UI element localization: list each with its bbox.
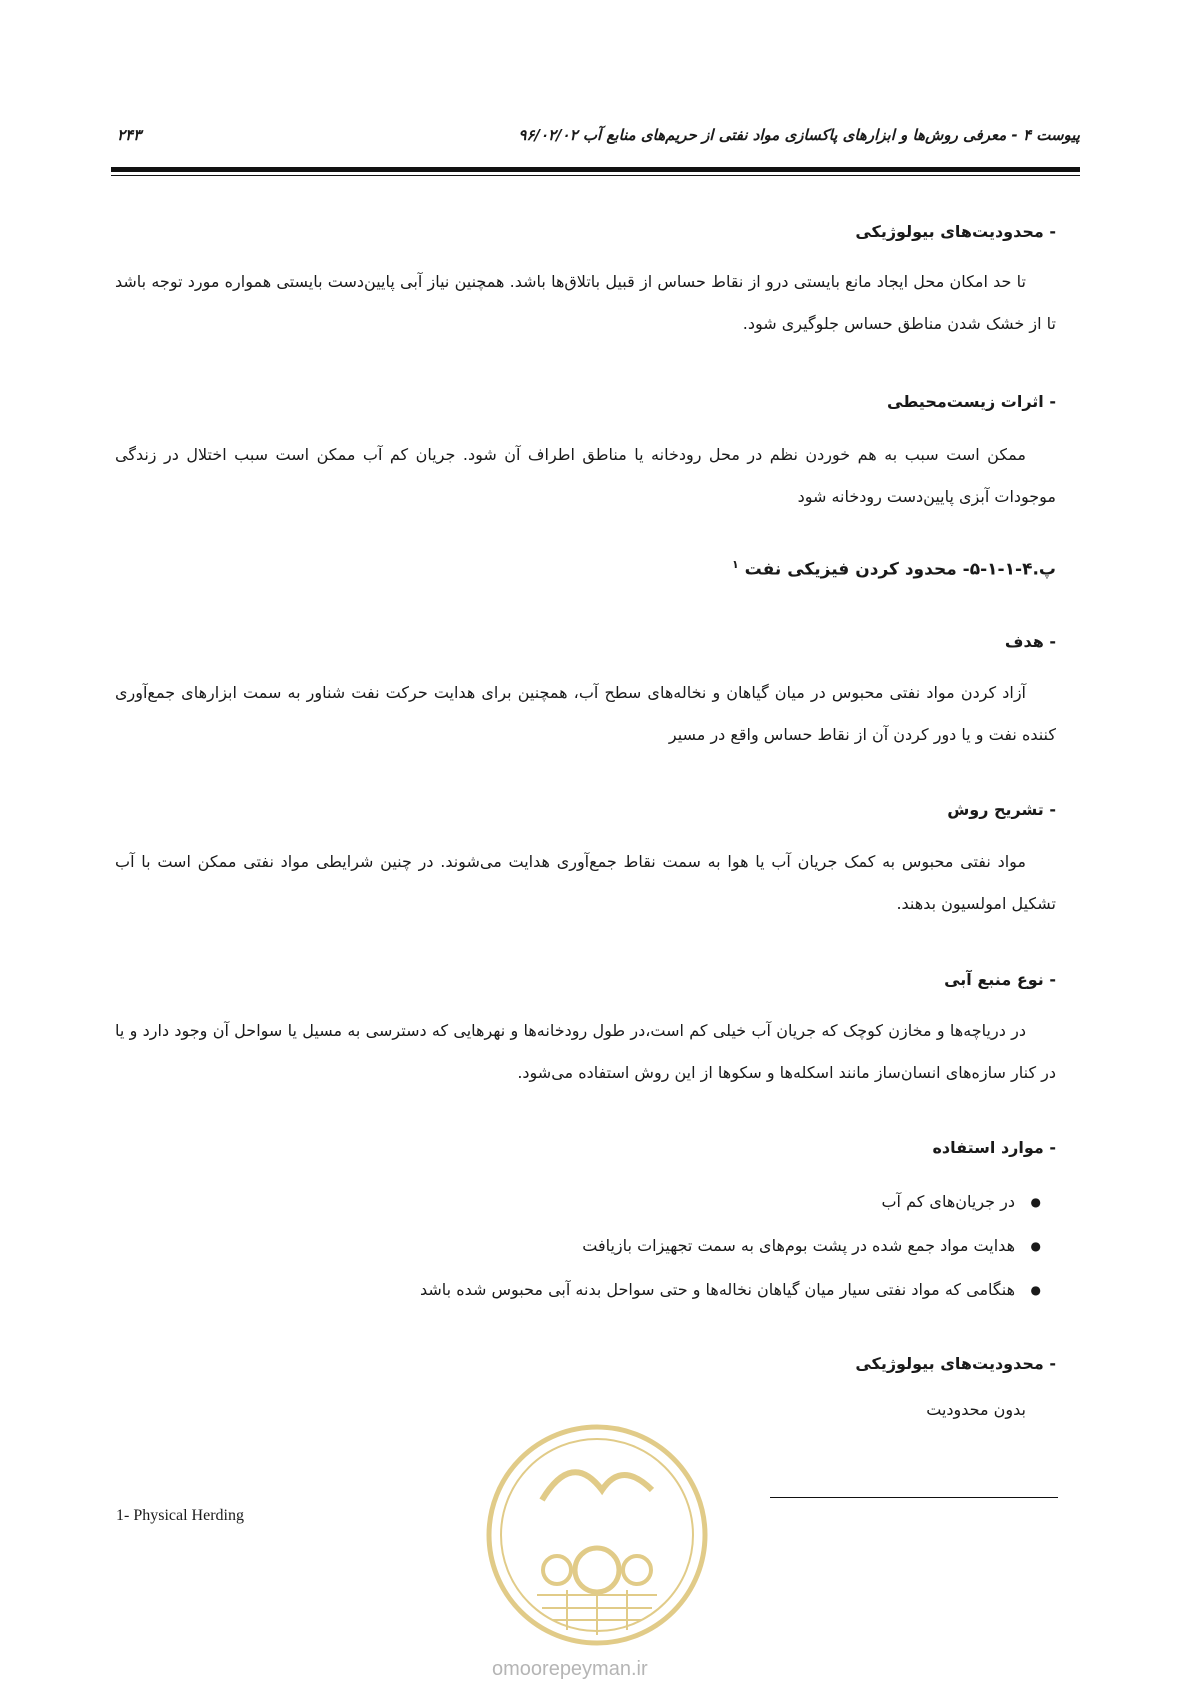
list-item: ● هدایت مواد جمع شده در پشت بوم‌های به سمت تجهیزات بازیافت (200, 1224, 1041, 1268)
section-goal-body (115, 672, 1056, 756)
section-applications (115, 1138, 1056, 1157)
section-heading: - موارد استفاده (932, 1138, 1056, 1157)
section-goal (115, 632, 1056, 651)
main-heading-text (115, 558, 1056, 580)
page-header (111, 126, 1080, 152)
header-title: پیوست ۴ - معرفی روش‌ها و ابزارهای پاکسازی مواد نفتی از حریم‌های منابع آب ۹۶/۰۲/۰۲ (518, 126, 1080, 144)
header-rule-thin (111, 175, 1080, 176)
page-number: ۲۴۳ (117, 126, 142, 144)
paragraph: مواد نفتی محبوس به کمک جریان آب یا هوا به سمت نقاط جمع‌آوری هدایت می‌شوند. در چنین شرایطی مواد نفتی ممکن است با آب تشکیل امولسیون بدهند. (115, 852, 1056, 913)
section-environmental-effects (115, 392, 1056, 411)
section-water-source-type-body (115, 1010, 1056, 1094)
section-heading: - تشریح روش (947, 800, 1056, 819)
gear-icon (543, 1548, 651, 1592)
list-item: ● در جریان‌های کم آب (200, 1180, 1041, 1224)
section-heading: - هدف (1004, 632, 1056, 651)
section-heading: - محدودیت‌های بیولوژیکی (855, 222, 1056, 241)
section-heading: - محدودیت‌های بیولوژیکی (855, 1354, 1056, 1373)
section-environmental-effects-body (115, 434, 1056, 518)
footnote: 1- Physical Herding (116, 1507, 244, 1524)
section-method-description (115, 800, 1056, 819)
section-heading: - اثرات زیست‌محیطی (887, 392, 1056, 411)
section-bio-limits-1-body (115, 261, 1056, 345)
header-rule-thick (111, 167, 1080, 172)
paragraph: آزاد کردن مواد نفتی محبوس در میان گیاهان و نخاله‌های سطح آب، همچنین برای هدایت حرکت نفت شناور به سمت ابزارهای جمع‌آوری کننده نفت و یا دور کردن آن از نقاط حساس واقع در مسیر (115, 683, 1056, 744)
main-heading (115, 558, 1056, 580)
watermark-site: omoorepeyman.ir (492, 1658, 648, 1680)
applications-list (200, 1180, 1041, 1312)
section-bio-limits-1 (115, 222, 1056, 241)
paragraph: بدون محدودیت (926, 1400, 1026, 1419)
watermark-logo (482, 1420, 712, 1650)
list-item: ● هنگامی که مواد نفتی سیار میان گیاهان نخاله‌ها و حتی سواحل بدنه آبی محبوس شده باشد (200, 1268, 1041, 1312)
paragraph: ممکن است سبب به هم خوردن نظم در محل رودخانه یا مناطق اطراف آن شود. جریان کم آب ممکن است سبب اختلال در زندگی موجودات آبزی پایین‌دست رودخانه شود (115, 445, 1056, 506)
section-heading: - نوع منبع آبی (944, 970, 1056, 989)
section-method-description-body (115, 841, 1056, 925)
paragraph: در دریاچه‌ها و مخازن کوچک که جریان آب خیلی کم است،در طول رودخانه‌ها و نهرهایی که دسترسی به مسیل یا سواحل آن وجود دارد و یا در کنار سازه‌های انسان‌ساز مانند اسکله‌ها و سکوها از این روش استفاده می‌شود. (115, 1021, 1056, 1082)
paragraph: تا حد امکان محل ایجاد مانع بایستی درو از نقاط حساس از قبیل باتلاق‌ها باشد. همچنین نیاز آبی پایین‌دست بایستی همواره مورد توجه باشد تا از خشک شدن مناطق حساس جلوگیری شود. (115, 272, 1056, 333)
section-water-source-type (115, 970, 1056, 989)
section-bio-limits-2 (115, 1354, 1056, 1373)
footnote-rule (770, 1497, 1058, 1498)
section-bio-limits-2-body (115, 1400, 1056, 1419)
footnote-marker: ۱ (732, 558, 739, 571)
main-heading-title: پ.۴-۱-۱-۵- محدود کردن فیزیکی نفت (744, 559, 1056, 580)
